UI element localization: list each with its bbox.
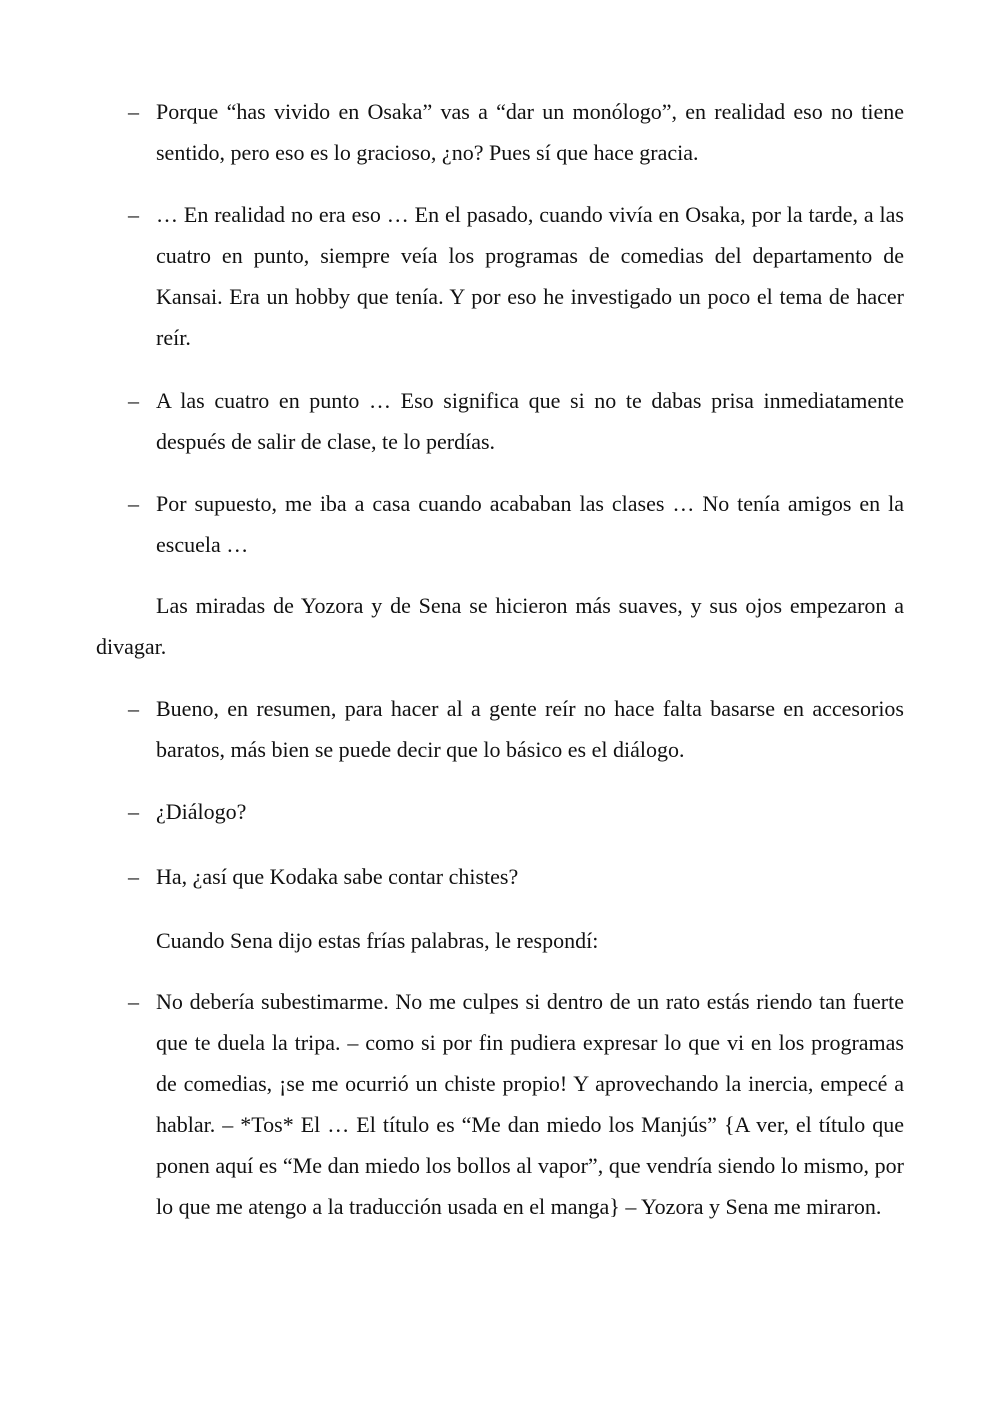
dialogue-text: Ha, ¿así que Kodaka sabe contar chistes? <box>156 864 519 889</box>
dialogue-dash: – <box>128 202 139 227</box>
dialogue-line <box>96 688 904 770</box>
dialogue-line <box>96 194 904 358</box>
dialogue-line <box>96 856 904 897</box>
dialogue-dash: – <box>128 864 139 889</box>
dialogue-text: … En realidad no era eso … En el pasado, cuando vivía en Osaka, por la tarde, a las cuatro en punto, siempre veía los programas de comedias del departamento de Kansai. Era un hobby que tenía. Y por eso he investigado un poco el tema de hacer reír. <box>156 202 904 350</box>
dialogue-dash: – <box>128 491 139 516</box>
dialogue-line <box>96 791 904 832</box>
dialogue-line <box>96 483 904 565</box>
dialogue-dash: – <box>128 99 139 124</box>
dialogue-text: Por supuesto, me iba a casa cuando acababan las clases … No tenía amigos en la escuela … <box>156 491 904 557</box>
narration-paragraph: Cuando Sena dijo estas frías palabras, le respondí: <box>156 928 599 953</box>
dialogue-text: Porque “has vivido en Osaka” vas a “dar un monólogo”, en realidad eso no tiene sentido, pero eso es lo gracioso, ¿no? Pues sí que hace gracia. <box>156 99 904 165</box>
dialogue-dash: – <box>128 799 139 824</box>
dialogue-dash: – <box>128 388 139 413</box>
dialogue-text: Bueno, en resumen, para hacer al a gente reír no hace falta basarse en accesorios baratos, más bien se puede decir que lo básico es el diálogo. <box>156 696 904 762</box>
dialogue-dash: – <box>128 696 139 721</box>
dialogue-line <box>96 981 904 1227</box>
dialogue-line <box>96 380 904 462</box>
dialogue-dash: – <box>128 989 139 1014</box>
narration-paragraph: Las miradas de Yozora y de Sena se hicieron más suaves, y sus ojos empezaron a divagar. <box>96 593 904 659</box>
dialogue-text: ¿Diálogo? <box>156 799 247 824</box>
dialogue-text: A las cuatro en punto … Eso significa que si no te dabas prisa inmediatamente después de salir de clase, te lo perdías. <box>156 388 904 454</box>
dialogue-text: No debería subestimarme. No me culpes si dentro de un rato estás riendo tan fuerte que te duela la tripa. – como si por fin pudiera expresar lo que vi en los programas de comedias, ¡se me ocurrió un chiste propio! Y aprovechando la inercia, empecé a hablar. – *Tos* El … El título es “Me dan miedo los Manjús” {A ver, el título que ponen aquí es “Me dan miedo los bollos al vapor”, que vendría siendo lo mismo, por lo que me atengo a la traducción usada en el manga} – Yozora y Sena me miraron. <box>156 989 904 1219</box>
dialogue-line <box>96 91 904 173</box>
